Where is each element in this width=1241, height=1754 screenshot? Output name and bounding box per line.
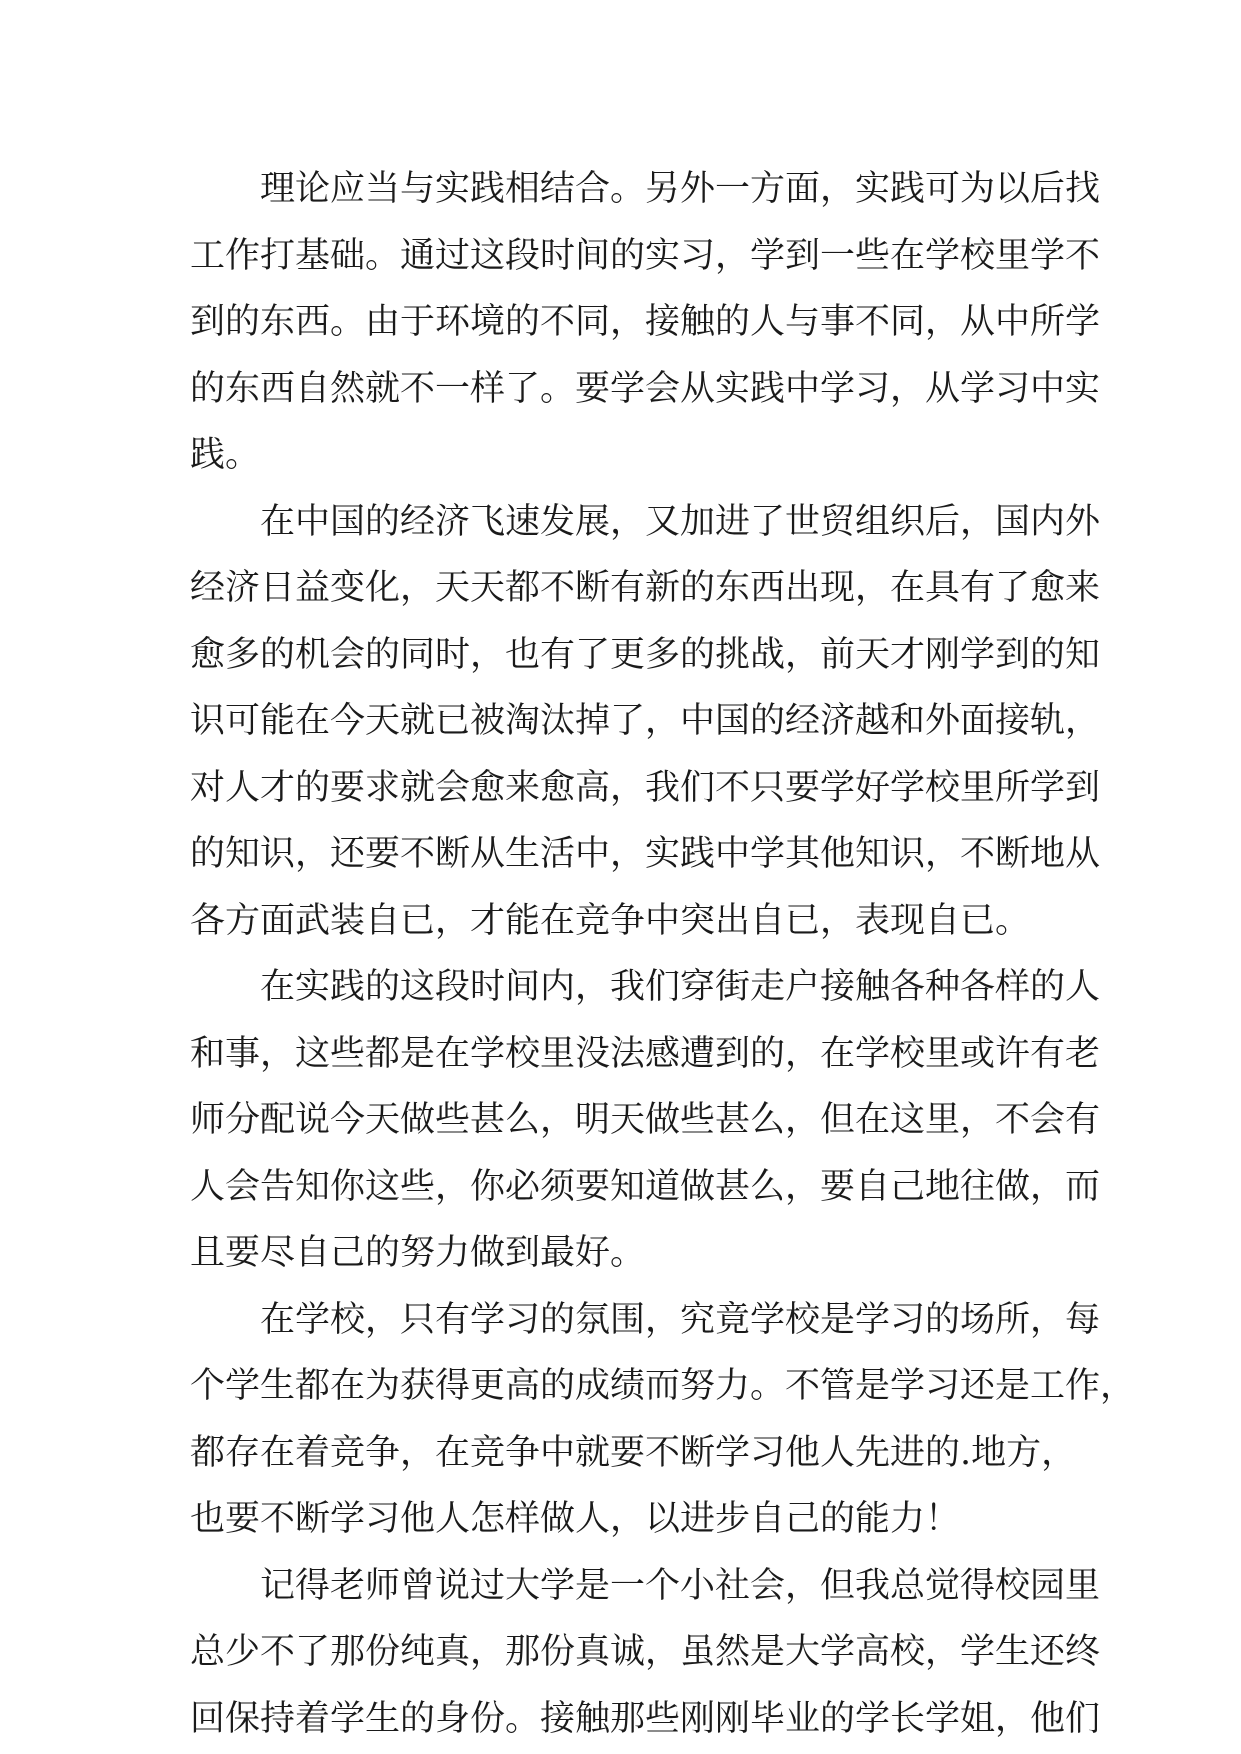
paragraph-line: 对人才的要求就会愈来愈高，我们不只要学好学校里所学到 bbox=[190, 767, 1101, 808]
paragraph-line: 记得老师曾说过大学是一个小社会，但我总觉得校园里 bbox=[260, 1565, 1101, 1606]
paragraph-line: 理论应当与实践相结合。另外一方面，实践可为以后找 bbox=[260, 169, 1101, 209]
paragraph-line: 工作打基础。通过这段时间的实习，学到一些在学校里学不 bbox=[190, 235, 1101, 276]
paragraph-line: 的知识，还要不断从生活中，实践中学其他知识，不断地从 bbox=[190, 834, 1101, 874]
paragraph-line: 各方面武装自已，才能在竞争中突出自已，表现自已。 bbox=[190, 900, 1031, 941]
paragraph-line: 愈多的机会的同时，也有了更多的挑战，前天才刚学到的知 bbox=[190, 634, 1101, 675]
paragraph-line: 且要尽自己的努力做到最好。 bbox=[190, 1233, 646, 1273]
paragraph-line: 经济日益变化，天天都不断有新的东西出现，在具有了愈来 bbox=[190, 568, 1101, 608]
paragraph-line: 总少不了那份纯真，那份真诚，虽然是大学高校，学生还终 bbox=[190, 1632, 1101, 1672]
paragraph-line: 回保持着学生的身份。接触那些刚刚毕业的学长学姐，他们 bbox=[190, 1698, 1101, 1739]
paragraph-line: 识可能在今天就已被淘汰掉了，中国的经济越和外面接轨， bbox=[190, 701, 1101, 741]
paragraph-line: 和事，这些都是在学校里没法感遭到的，在学校里或许有老 bbox=[190, 1033, 1101, 1074]
paragraph-line: 的东西自然就不一样了。要学会从实践中学习，从学习中实 bbox=[190, 368, 1101, 409]
document-body bbox=[190, 156, 1136, 1752]
paragraph-line: 在学校，只有学习的氛围，究竟学校是学习的场所，每 bbox=[260, 1299, 1101, 1340]
paragraph-line: 到的东西。由于环境的不同，接触的人与事不同，从中所学 bbox=[190, 302, 1101, 342]
paragraph-line: 都存在着竞争，在竞争中就要不断学习他人先进的.地方， bbox=[190, 1432, 1077, 1473]
paragraph-line: 也要不断学习他人怎样做人，以进步自己的能力！ bbox=[190, 1499, 961, 1539]
paragraph-line: 在中国的经济飞速发展，又加进了世贸组织后，国内外 bbox=[260, 501, 1101, 542]
paragraph-line: 在实践的这段时间内，我们穿街走户接触各种各样的人 bbox=[260, 967, 1101, 1007]
paragraph-line: 个学生都在为获得更高的成绩而努力。不管是学习还是工作， bbox=[190, 1366, 1136, 1406]
paragraph-line: 师分配说今天做些甚么，明天做些甚么，但在这里，不会有 bbox=[190, 1100, 1101, 1140]
paragraph-line: 人会告知你这些，你必须要知道做甚么，要自己地往做，而 bbox=[190, 1166, 1101, 1207]
paragraph-line: 践。 bbox=[190, 435, 261, 475]
